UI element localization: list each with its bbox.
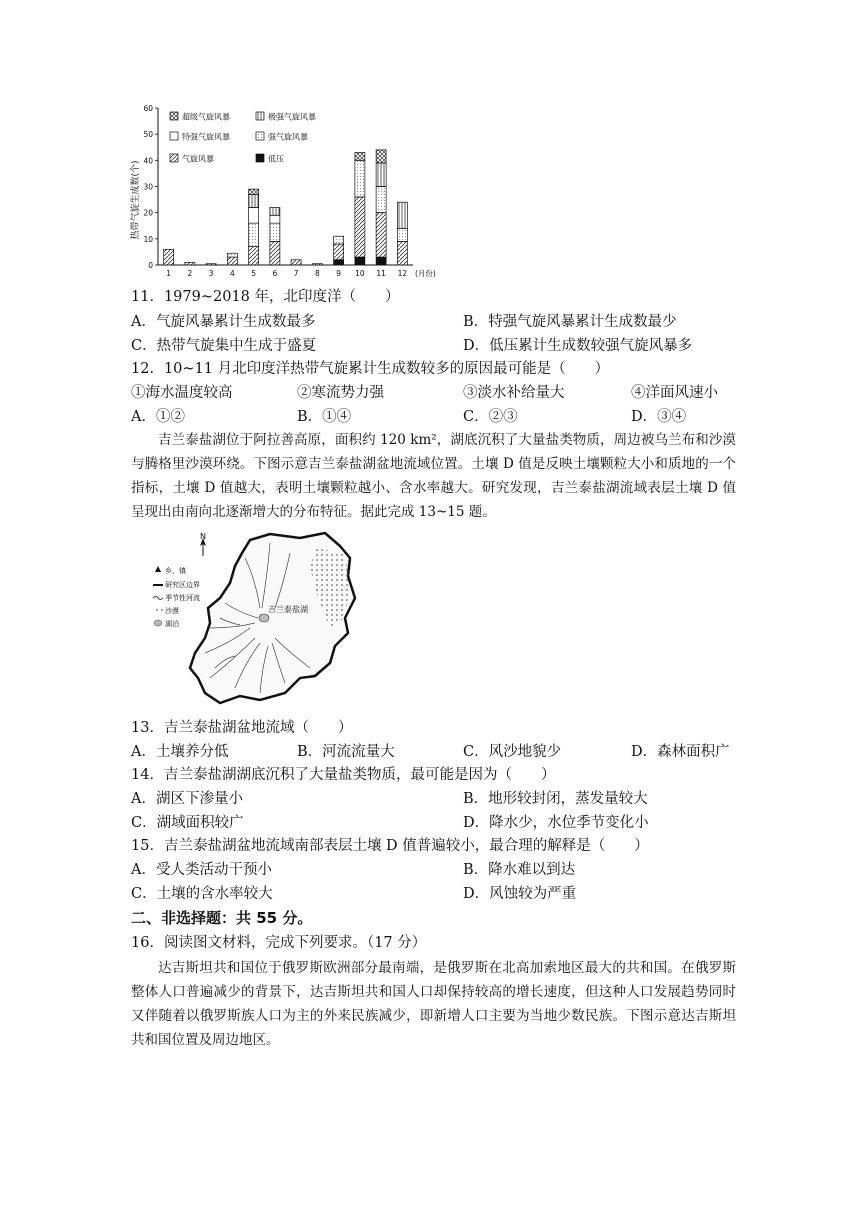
bar-segment-5 [249,223,259,247]
legend-swatch [256,112,264,120]
q13-option-b[interactable]: B．河流流量大 [297,744,395,760]
bar-segment-4 [227,257,237,265]
lake-symbol [259,614,269,622]
q12-statement-2: ②寒流势力强 [297,385,384,401]
x-tick-label: 11 [376,269,386,278]
q15-option-c[interactable]: C．土壤的含水率较大 [131,886,273,902]
q12-statement-1: ①海水温度较高 [131,385,233,401]
q15-option-a[interactable]: A．受人类活动干预小 [131,862,272,878]
x-tick-label: 3 [208,269,214,278]
jilantai-basin-map [150,528,370,713]
bar-segment-11 [376,163,386,187]
legend-label: 低压 [268,154,284,164]
map-legend-lake: 湖泊 [165,620,179,628]
map-legend-desert: 沙漠 [165,607,179,615]
q14-stem: 14．吉兰泰盐湖湖底沉积了大量盐类物质，最可能是因为（ ） [131,767,556,783]
bar-segment-9 [334,260,344,265]
river-icon [153,597,163,600]
map-legend-river: 季节性河流 [165,594,200,602]
legend-swatch [256,132,264,140]
q12-stem: 12．10~11 月北印度洋热带气旋累计生成数较多的原因最可能是（ ） [131,361,610,377]
bar-segment-4 [227,253,237,257]
map-legend [153,566,200,628]
q12-statement-3: ③淡水补给量大 [463,385,565,401]
bar-segment-10 [355,197,365,257]
q11-option-a[interactable]: A．气旋风暴累计生成数最多 [131,314,316,330]
q15-option-b[interactable]: B．降水难以到达 [463,862,576,878]
q11-stem: 11．1979~2018 年，北印度洋（ ） [131,289,400,305]
q12-option-c[interactable]: C．②③ [463,409,518,425]
x-tick-label: 2 [187,269,193,278]
q13-option-d[interactable]: D．森林面积广 [631,744,730,760]
bar-segment-9 [334,236,344,244]
x-tick-label: 10 [355,269,365,278]
q11-option-c[interactable]: C．热带气旋集中生成于盛夏 [131,338,317,354]
legend-label: 极强气旋风暴 [268,112,316,122]
x-tick-label: 6 [272,269,278,278]
passage-13-15: 吉兰泰盐湖位于阿拉善高原，面积约 120 km²，湖底沉积了大量盐类物质，周边被乌兰布和沙漠与腾格里沙漠环绕。下图示意吉兰泰盐湖盆地流域位置。土壤 D 值是反映土壤颗粒大小和质地的一个指标，土壤 D 值越大，表明土壤颗粒越小、含水率越大。研究发现，吉兰泰盐湖流域表层土壤 D 值呈现出由南向北逐渐增大的分布特征。据此完成 13~15 题。 [131,432,736,520]
q16-passage: 达吉斯坦共和国位于俄罗斯欧洲部分最南端，是俄罗斯在北高加索地区最大的共和国。在俄罗斯整体人口普遍减少的背景下，达吉斯坦共和国人口却保持较高的增长速度，但这种人口发展趋势同时又伴随着以俄罗斯族人口为主的外来民族减少，即新增人口主要为当地少数民族。下图示意达吉斯坦共和国位置及周边地区。 [131,960,736,1048]
q14-option-d[interactable]: D．降水少，水位季节变化小 [463,815,649,831]
bar-segment-1 [164,249,174,265]
y-tick-label: 60 [143,104,153,113]
bar-segment-5 [249,207,259,223]
map-legend-town: 乡、镇 [165,567,186,575]
bar-segment-6 [270,207,280,215]
bar-segment-5 [249,189,259,194]
bar-segment-2 [185,262,195,265]
north-label: N [200,532,206,541]
bar-segment-10 [355,160,365,197]
x-tick-label: 7 [293,269,299,278]
x-axis-label: (月份) [415,269,436,278]
legend-label: 气旋风暴 [182,154,214,164]
bar-segment-6 [270,241,280,265]
q14-option-a[interactable]: A．湖区下渗量小 [131,791,243,807]
q13-option-a[interactable]: A．土壤养分低 [131,744,229,760]
bar-segment-5 [249,247,259,265]
bar-segment-3 [206,264,216,265]
legend-swatch [170,154,178,162]
q14-option-b[interactable]: B．地形较封闭，蒸发量较大 [463,791,648,807]
q13-option-c[interactable]: C．风沙地貌少 [463,744,562,760]
x-tick-label: 8 [314,269,320,278]
legend-swatch [256,154,264,162]
legend-swatch [170,112,178,120]
y-tick-label: 40 [143,156,153,166]
bar-segment-11 [376,187,386,213]
lake-icon [154,620,162,626]
q13-stem: 13．吉兰泰盐湖盆地流域（ ） [131,720,353,736]
bar-segment-11 [376,213,386,257]
y-tick-label: 50 [143,130,153,140]
q12-option-a[interactable]: A．①② [131,409,185,425]
q14-option-c[interactable]: C．湖域面积较广 [131,815,244,831]
x-tick-label: 9 [336,269,342,278]
q15-option-d[interactable]: D．风蚀较为严重 [463,886,577,902]
q11-option-b[interactable]: B．特强气旋风暴累计生成数最少 [463,314,677,330]
x-tick-label: 1 [166,269,172,278]
desert-icon [153,607,163,613]
y-tick-label: 10 [143,234,153,244]
lake-label: 吉兰泰盐湖 [268,605,308,614]
q16-stem: 16．阅读图文材料，完成下列要求。（17 分） [131,935,427,951]
section-heading: 二、非选择题：共 55 分。 [131,909,313,927]
cyclone-bar-chart [128,100,436,290]
town-icon [155,566,161,572]
bar-segment-10 [355,152,365,160]
x-tick-label: 5 [251,269,257,278]
q12-statement-4: ④洋面风速小 [631,385,718,401]
bar-segment-10 [355,257,365,265]
legend-label: 特强气旋风暴 [182,132,230,142]
q12-option-d[interactable]: D．③④ [631,409,687,425]
y-axis-label: 热带气旋生成数(个) [131,160,141,240]
map-legend-boundary: 研究区边界 [165,581,200,589]
q12-option-b[interactable]: B．①④ [297,409,352,425]
q15-stem: 15．吉兰泰盐湖盆地流域南部表层土壤 D 值普遍较小，最合理的解释是（ ） [131,838,649,854]
legend-label: 强气旋风暴 [268,132,308,142]
bar-segment-12 [397,228,407,241]
bar-segment-7 [291,260,301,265]
bar-segment-12 [397,202,407,228]
q11-option-d[interactable]: D．低压累计生成数较强气旋风暴多 [463,338,693,354]
bar-segment-12 [397,241,407,265]
bar-segment-11 [376,150,386,163]
y-tick-label: 0 [148,261,153,270]
x-tick-label: 4 [229,269,235,278]
bar-segment-6 [270,215,280,223]
legend-swatch [170,132,178,140]
bar-segment-6 [270,223,280,241]
bar-segment-9 [334,244,344,260]
x-tick-label: 12 [397,269,408,278]
y-tick-label: 30 [143,182,153,192]
y-tick-label: 20 [143,208,153,218]
legend-label: 超级气旋风暴 [182,112,230,122]
bar-segment-8 [312,264,322,265]
bar-segment-5 [249,194,259,207]
bar-segment-11 [376,257,386,265]
